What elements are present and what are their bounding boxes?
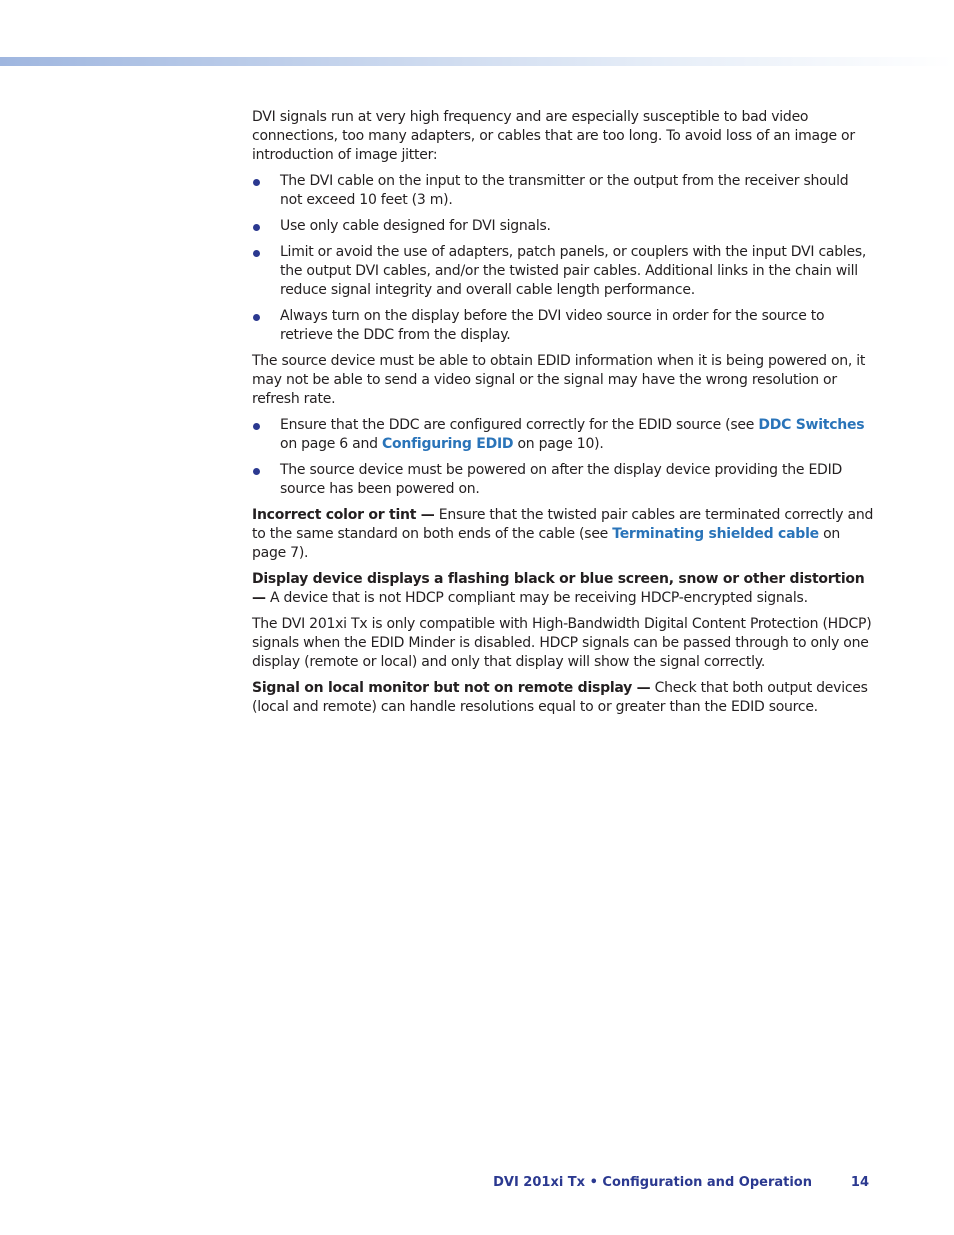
footer-title: DVI 201xi Tx • Configuration and Operation <box>493 1175 812 1190</box>
flashing-screen-paragraph: Display device displays a flashing black or blue screen, snow or other distortion — A device that is not HDCP compliant may be receiving HDCP-encrypted signals. <box>252 571 865 606</box>
page-number: 14 <box>850 1175 869 1190</box>
signal-local-heading: Signal on local monitor but not on remote display — <box>252 680 651 696</box>
bullet-icon <box>253 250 260 257</box>
header-gradient-bar <box>0 57 954 66</box>
list-item-text: The source device must be powered on after the display device providing the EDID source has been powered on. <box>280 462 842 497</box>
page-content <box>252 108 874 724</box>
intro-paragraph: DVI signals run at very high frequency and are especially susceptible to bad video connections, too many adapters, or cables that are too long. To avoid loss of an image or introduction of image jitter: <box>252 109 855 163</box>
list-item <box>252 172 874 210</box>
hdcp-paragraph: The DVI 201xi Tx is only compatible with High-Bandwidth Digital Content Protection (HDCP) signals when the EDID Minder is disabled. HDCP signals can be passed through to only one display (remote or local) and only that display will show the signal correctly. <box>252 616 872 670</box>
incorrect-color-heading: Incorrect color or tint — <box>252 507 435 523</box>
list-item-text: Use only cable designed for DVI signals. <box>280 218 551 234</box>
edid-paragraph: The source device must be able to obtain EDID information when it is being powered on, it may not be able to send a video signal or the signal may have the wrong resolution or refresh rate. <box>252 353 866 407</box>
bullet-icon <box>253 179 260 186</box>
list-item-text: Limit or avoid the use of adapters, patch panels, or couplers with the input DVI cables, the output DVI cables, and/or the twisted pair cables. Additional links in the chain will reduce signal integrity and overall cable length performance. <box>280 244 867 298</box>
list-item <box>252 416 874 454</box>
list-item <box>252 217 874 236</box>
signal-local-paragraph: Signal on local monitor but not on remote display — Check that both output devices (local and remote) can handle resolutions equal to or greater than the EDID source. <box>252 680 868 715</box>
incorrect-color-paragraph: Incorrect color or tint — Ensure that the twisted pair cables are terminated correctly and to the same standard on both ends of the cable (see Terminating shielded cable on page 7). <box>252 507 874 561</box>
ddc-switches-link[interactable]: DDC Switches <box>758 417 865 433</box>
bullet-icon <box>253 423 260 430</box>
terminating-shielded-cable-link[interactable]: Terminating shielded cable <box>612 526 819 542</box>
dvi-tips-list <box>252 172 874 345</box>
list-item-text: Always turn on the display before the DVI video source in order for the source to retrieve the DDC from the display. <box>280 308 825 343</box>
list-item-text: Ensure that the DDC are configured correctly for the EDID source (see DDC Switches on page 6 and Configuring EDID on page 10). <box>280 417 865 452</box>
list-item <box>252 461 874 499</box>
configuring-edid-link[interactable]: Configuring EDID <box>381 436 514 452</box>
bullet-icon <box>253 468 260 475</box>
bullet-icon <box>253 224 260 231</box>
bullet-icon <box>253 314 260 321</box>
list-item <box>252 307 874 345</box>
list-item <box>252 243 874 300</box>
edid-tips-list <box>252 416 874 499</box>
list-item-text: The DVI cable on the input to the transmitter or the output from the receiver should not exceed 10 feet (3 m). <box>280 173 849 208</box>
flashing-screen-heading: Display device displays a flashing black or blue screen, snow or other distortion — <box>252 571 865 606</box>
